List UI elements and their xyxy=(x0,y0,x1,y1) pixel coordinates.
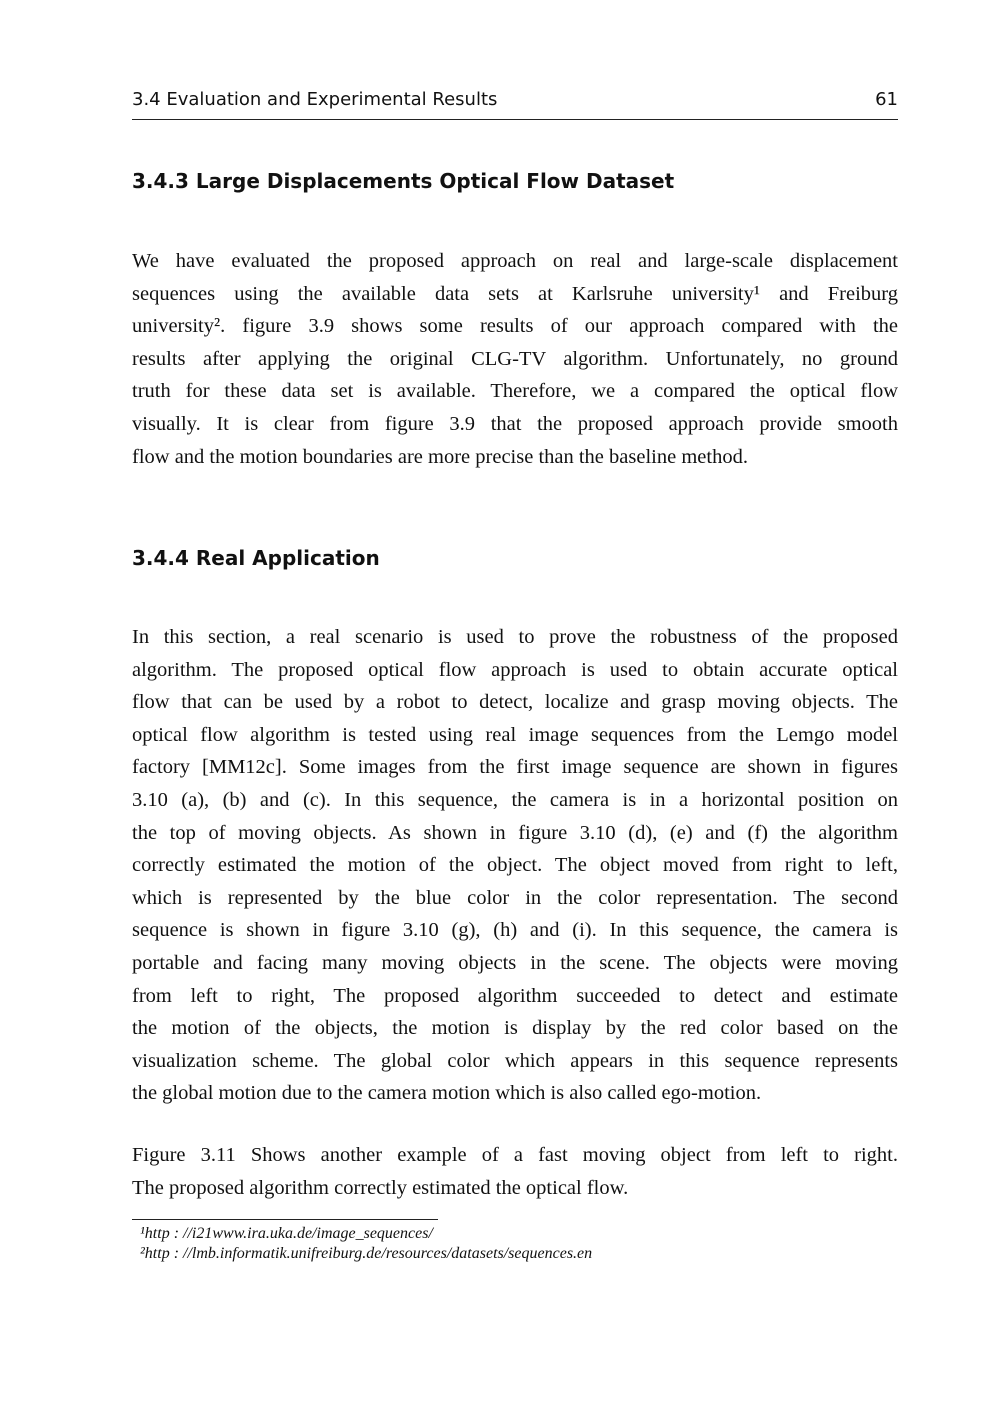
text-line: sequence is shown in figure 3.10 (g), (h) and (i). In this sequence, the camera is xyxy=(132,919,898,942)
text-line: correctly estimated the motion of the object. The object moved from right to left, xyxy=(132,854,898,877)
text-line: We have evaluated the proposed approach on real and large-scale displacement xyxy=(132,250,898,272)
text-line: visualization scheme. The global color which appears in this sequence represents xyxy=(132,1049,898,1072)
footnote: ²http : //lmb.informatik.unifreiburg.de/resources/datasets/sequences.en xyxy=(140,1245,593,1262)
text-line: portable and facing many moving objects in the scene. The objects were moving xyxy=(132,951,898,974)
text-line: university². figure 3.9 shows some results of our approach compared with the xyxy=(132,315,898,338)
paragraph xyxy=(132,621,898,1110)
text-line: flow and the motion boundaries are more precise than the baseline method. xyxy=(132,445,748,468)
header-rule xyxy=(132,119,898,120)
text-line: results after applying the original CLG-TV algorithm. Unfortunately, no ground xyxy=(132,347,898,370)
section-heading: 3.4.3 Large Displacements Optical Flow Dataset xyxy=(132,169,675,193)
text-line: the global motion due to the camera motion which is also called ego-motion. xyxy=(132,1082,762,1105)
text-line: factory [MM12c]. Some images from the first image sequence are shown in figures xyxy=(132,756,898,779)
section-heading: 3.4.4 Real Application xyxy=(132,546,380,570)
text-line: which is represented by the blue color in the color representation. The second xyxy=(132,886,898,909)
text-line: visually. It is clear from figure 3.9 that the proposed approach provide smooth xyxy=(132,412,898,435)
text-line: algorithm. The proposed optical flow approach is used to obtain accurate optical xyxy=(132,658,898,681)
text-line: Figure 3.11 Shows another example of a fast moving object from left to right. xyxy=(132,1144,898,1166)
footnote: ¹http : //i21www.ira.uka.de/image_sequences/ xyxy=(140,1225,433,1242)
text-line: truth for these data set is available. Therefore, we a compared the optical flow xyxy=(132,380,898,403)
text-line: from left to right, The proposed algorithm succeeded to detect and estimate xyxy=(132,984,898,1007)
page-number: 61 xyxy=(875,89,898,110)
text-line: sequences using the available data sets at Karlsruhe university¹ and Freiburg xyxy=(132,282,898,305)
footnote-rule xyxy=(132,1219,438,1220)
paragraph xyxy=(132,1139,898,1204)
text-line: the motion of the objects, the motion is display by the red color based on the xyxy=(132,1017,898,1040)
paragraph xyxy=(132,245,898,473)
header-section: 3.4 Evaluation and Experimental Results xyxy=(132,89,498,110)
running-header xyxy=(132,89,898,110)
text-line: 3.10 (a), (b) and (c). In this sequence, the camera is in a horizontal position on xyxy=(132,788,898,811)
text-line: the top of moving objects. As shown in figure 3.10 (d), (e) and (f) the algorithm xyxy=(132,821,898,844)
text-line: optical flow algorithm is tested using real image sequences from the Lemgo model xyxy=(132,723,898,746)
text-line: The proposed algorithm correctly estimated the optical flow. xyxy=(132,1176,629,1199)
text-line: flow that can be used by a robot to detect, localize and grasp moving objects. The xyxy=(132,691,898,714)
text-line: In this section, a real scenario is used to prove the robustness of the proposed xyxy=(132,626,898,648)
